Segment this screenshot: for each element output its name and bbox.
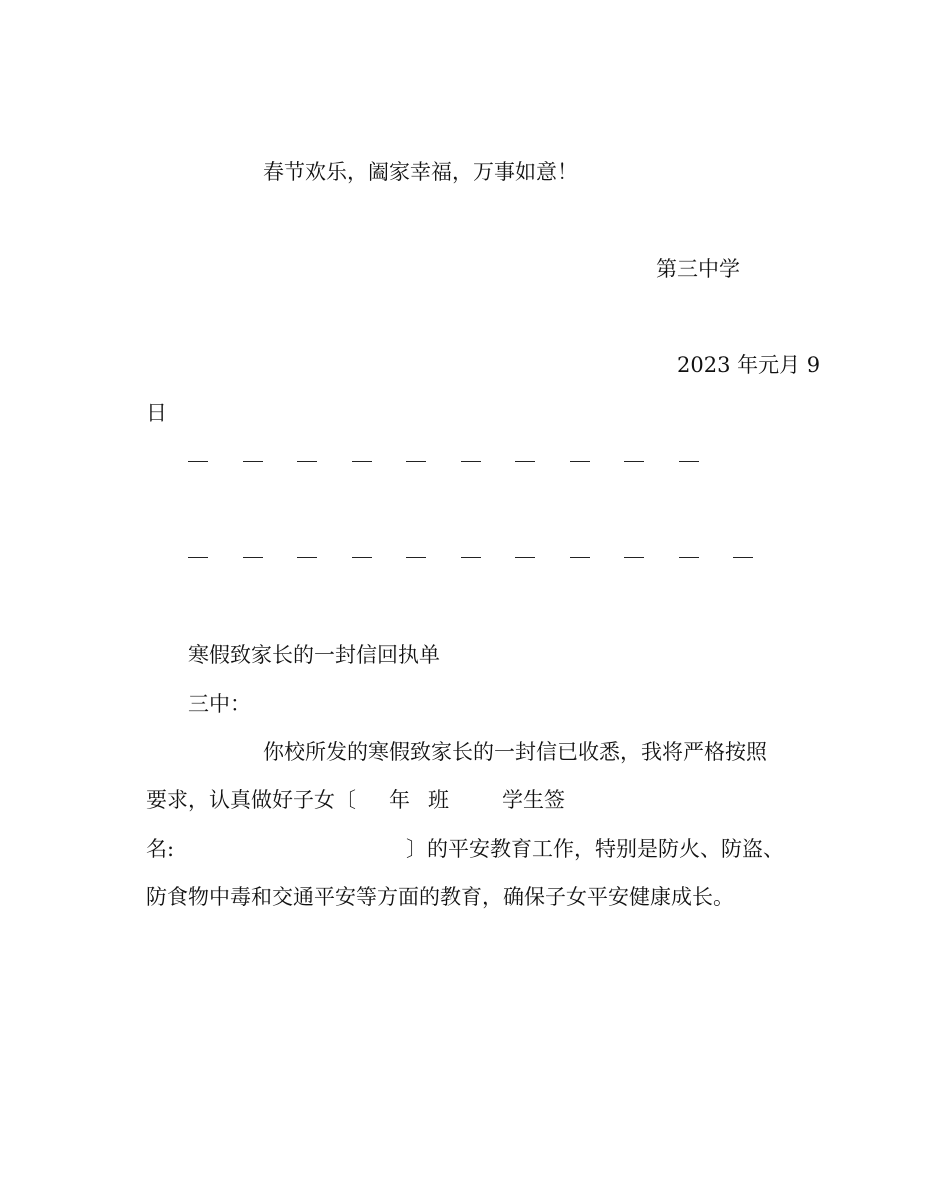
grade-label: 年 — [389, 788, 410, 812]
cut-line-dash — [733, 557, 753, 558]
cut-line-dash — [188, 461, 208, 462]
cut-line-dash — [352, 557, 372, 558]
letter-date-continued: 日 — [146, 401, 167, 425]
name-label: 名: — [146, 837, 175, 861]
cut-line-row-1 — [188, 451, 718, 471]
letter-date: 2023 年元月 9 — [677, 353, 821, 377]
cut-line-dash — [243, 461, 263, 462]
cut-line-dash — [188, 557, 208, 558]
cut-line-dash — [515, 557, 535, 558]
receipt-title: 寒假致家长的一封信回执单 — [188, 643, 440, 667]
receipt-body-line-4: 防食物中毒和交通平安等方面的教育，确保子女平安健康成长。 — [146, 885, 734, 909]
cut-line-dash — [406, 461, 426, 462]
cut-line-dash — [570, 557, 590, 558]
cut-line-dash — [243, 557, 263, 558]
cut-line-dash — [515, 461, 535, 462]
cut-line-dash — [297, 461, 317, 462]
receipt-body-line-2-start: 要求，认真做好子女〔 — [146, 788, 356, 812]
cut-line-row-2 — [188, 547, 773, 567]
cut-line-dash — [461, 461, 481, 462]
cut-line-dash — [624, 461, 644, 462]
school-signature: 第三中学 — [656, 257, 740, 281]
cut-line-dash — [679, 557, 699, 558]
receipt-addressee: 三中： — [188, 692, 251, 716]
receipt-body-line-1: 你校所发的寒假致家长的一封信已收悉，我将严格按照 — [263, 740, 767, 764]
cut-line-dash — [352, 461, 372, 462]
cut-line-dash — [624, 557, 644, 558]
cut-line-dash — [297, 557, 317, 558]
new-year-greeting: 春节欢乐，阖家幸福，万事如意！ — [263, 160, 578, 184]
cut-line-dash — [406, 557, 426, 558]
cut-line-dash — [570, 461, 590, 462]
student-signature-label: 学生签 — [502, 788, 565, 812]
class-label: 班 — [428, 788, 449, 812]
cut-line-dash — [461, 557, 481, 558]
cut-line-dash — [679, 461, 699, 462]
receipt-body-line-3: 〕的平安教育工作，特别是防火、防盗、 — [406, 837, 784, 861]
